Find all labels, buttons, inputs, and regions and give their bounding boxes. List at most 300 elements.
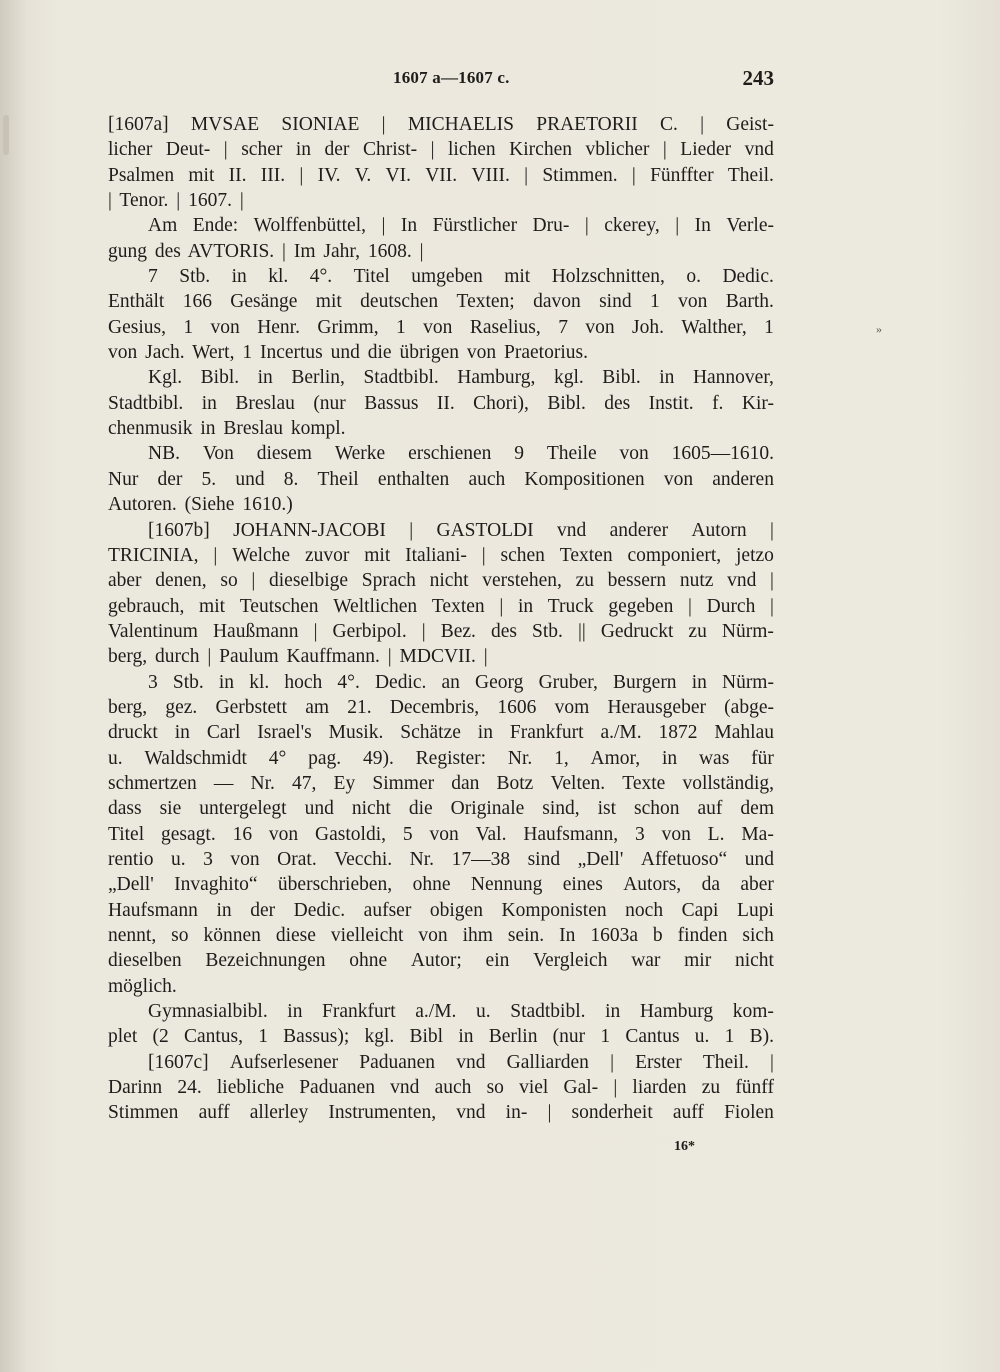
word: Stadtbibl.: [108, 392, 184, 414]
word: enthalten: [377, 468, 450, 490]
word: Teutschen: [239, 595, 319, 617]
word: vblicher: [585, 139, 650, 161]
word: von: [619, 443, 649, 465]
word: u.: [108, 747, 123, 769]
word: Am: [148, 215, 178, 237]
word: Stadtbibl.: [363, 367, 439, 389]
word: Dedic.: [374, 671, 427, 693]
word: Gruber,: [538, 671, 598, 693]
word: Sprach: [361, 570, 416, 592]
word: plet: [108, 1026, 138, 1048]
word: überschrieben,: [277, 874, 393, 896]
word: |: [770, 595, 774, 617]
word: mit: [315, 291, 342, 313]
word: Durch: [706, 595, 756, 617]
word: Nennung: [470, 874, 543, 896]
word: Aufserlesener: [229, 1051, 339, 1073]
text-line: [108, 1075, 774, 1100]
word: 9: [514, 443, 525, 465]
word: Kirchen: [509, 139, 572, 161]
word: 3: [634, 823, 645, 845]
word: von: [268, 823, 299, 845]
word: Gerbstett: [215, 696, 287, 718]
text-line: [108, 923, 774, 948]
word: 1: [183, 316, 194, 338]
word: können: [203, 925, 261, 946]
word: und: [304, 798, 334, 820]
word: Bez.: [440, 620, 476, 642]
word: 1606: [497, 696, 537, 718]
word: viel: [519, 1077, 549, 1099]
word: Von: [202, 443, 234, 465]
word: Hamburg: [639, 1001, 714, 1023]
line-text: möglich.: [108, 975, 177, 997]
word: kgl.: [364, 1026, 395, 1048]
word: Enthält: [108, 291, 165, 313]
word: |: [251, 570, 256, 592]
word: |: [662, 139, 667, 161]
word: so: [171, 925, 189, 946]
word: Bassus);: [283, 1026, 350, 1048]
word: In: [694, 215, 711, 237]
word: anderen: [712, 468, 774, 490]
word: |: [381, 215, 386, 237]
word: scher: [241, 139, 283, 161]
word: Komponisten: [501, 899, 607, 921]
word: in: [231, 266, 247, 288]
word: vom: [554, 696, 590, 718]
word: Burgern: [613, 671, 677, 693]
word: GASTOLDI: [436, 519, 534, 541]
word: Welche: [232, 544, 291, 566]
text-line: [108, 644, 774, 669]
word: Autor;: [410, 950, 462, 972]
word: vnd: [557, 519, 587, 541]
word: sie: [159, 798, 182, 820]
word: Autors,: [623, 874, 682, 896]
word: vnd: [456, 1051, 486, 1073]
word: |: [610, 1051, 614, 1073]
word: Georg: [475, 671, 524, 693]
word: vollständig,: [682, 772, 774, 794]
word: hoch: [284, 671, 323, 693]
word: Werke: [334, 443, 386, 465]
word: [1607a]: [108, 114, 169, 135]
word: Stimmen: [108, 1102, 179, 1124]
text-line: [108, 796, 774, 821]
word: In: [400, 215, 418, 237]
word: Stb.: [179, 266, 211, 288]
word: in: [287, 1001, 303, 1023]
word: Bibl.: [602, 367, 641, 389]
word: Kir-: [741, 392, 774, 414]
word: |: [524, 164, 529, 186]
word: auch: [434, 1077, 472, 1099]
word: dan: [451, 772, 480, 794]
word: VI.: [385, 164, 411, 186]
word: Ey: [333, 772, 356, 794]
word: Gal-: [563, 1077, 599, 1099]
word: Stb.: [532, 620, 563, 642]
word: 1: [764, 316, 774, 338]
word: b: [652, 925, 663, 946]
word: III.: [260, 164, 286, 186]
word: der: [250, 899, 276, 921]
word: Lupi: [737, 899, 774, 921]
word: Decembris,: [389, 696, 480, 718]
page-number: 243: [742, 66, 774, 90]
word: davon: [533, 291, 581, 313]
word: Fürstlicher: [432, 215, 518, 237]
word: 1: [258, 1026, 268, 1048]
word: gez.: [165, 696, 198, 718]
word: ||: [577, 620, 586, 642]
word: 1: [649, 291, 660, 313]
word: von: [661, 823, 691, 845]
word: vielleicht: [330, 925, 404, 946]
word: |: [770, 570, 774, 592]
word: |: [409, 519, 414, 541]
word: auff: [198, 1102, 230, 1124]
word: 16: [232, 823, 253, 845]
word: In: [559, 925, 576, 946]
word: dieselbige: [269, 570, 349, 592]
word: von: [230, 848, 260, 870]
word: der: [157, 468, 183, 490]
word: mit: [188, 164, 215, 186]
word: aber: [108, 570, 142, 592]
text-line: [108, 416, 774, 441]
text-line: [108, 720, 774, 745]
word: kl.: [249, 671, 270, 693]
word: Autorn: [691, 519, 747, 541]
text-line: [108, 822, 774, 847]
word: schmertzen: [108, 772, 197, 794]
word: Dru-: [532, 215, 570, 237]
word: Capi: [681, 899, 719, 921]
text-line: [108, 518, 774, 543]
word: sonderheit: [571, 1102, 653, 1124]
word: und: [235, 468, 265, 490]
word: Ende:: [192, 215, 239, 237]
word: Haufsmann: [108, 899, 198, 921]
word: ohne: [412, 874, 451, 896]
word: Theile: [546, 443, 597, 465]
word: diesem: [256, 443, 312, 465]
word: sind,: [542, 798, 580, 820]
word: sein.: [507, 925, 545, 946]
word: Theil.: [702, 1051, 749, 1073]
text-line: [108, 163, 774, 188]
word: Val.: [475, 823, 507, 845]
word: |: [381, 114, 386, 135]
word: Frankfurt: [322, 1001, 396, 1023]
word: Holzschnitten,: [551, 266, 665, 288]
word: (2: [152, 1026, 169, 1048]
word: 7: [558, 316, 568, 338]
word: Vergleich: [533, 950, 608, 972]
word: NB.: [148, 443, 180, 465]
word: |: [700, 114, 705, 135]
word: auf: [697, 798, 723, 820]
word: in: [174, 722, 190, 744]
word: VIII.: [471, 164, 510, 186]
word: Geist-: [726, 114, 774, 135]
word: Stb.: [172, 671, 204, 693]
word: Texten: [559, 544, 613, 566]
word: Texte: [622, 772, 666, 794]
word: Breslau: [235, 392, 295, 414]
word: liebliche: [216, 1077, 285, 1099]
word: deutschen: [360, 291, 439, 313]
word: Deut-: [165, 139, 211, 161]
word: allerley: [249, 1102, 309, 1124]
word: Texten;: [456, 291, 515, 313]
word: in: [295, 139, 312, 161]
word: |: [430, 139, 435, 161]
word: o.: [686, 266, 701, 288]
word: Carl: [206, 722, 241, 744]
word: kl.: [268, 266, 289, 288]
word: sind: [527, 848, 561, 870]
word: —: [213, 772, 234, 794]
word: V.: [354, 164, 372, 186]
word: von: [678, 291, 708, 313]
word: Raselius,: [469, 316, 541, 338]
word: Haußmann: [212, 620, 299, 642]
word: II.: [436, 392, 455, 414]
line-text: gung des AVTORIS. | Im Jahr, 1608. |: [108, 240, 424, 262]
word: obigen: [429, 899, 483, 921]
text-line: [108, 467, 774, 492]
word: 1603a: [590, 925, 638, 946]
word: Italiani-: [405, 544, 467, 566]
word: Velten.: [550, 772, 606, 794]
text-line: [108, 847, 774, 872]
word: umgeben: [411, 266, 483, 288]
binding-shadow: [3, 115, 9, 155]
word: mir: [684, 950, 712, 972]
word: diese: [275, 925, 316, 946]
word: ckerey,: [604, 215, 660, 237]
word: von: [210, 316, 240, 338]
word: zu: [688, 620, 707, 642]
word: in: [659, 367, 675, 389]
text-line: [108, 391, 774, 416]
text-line: [108, 1024, 774, 1049]
word: Galliarden: [506, 1051, 589, 1073]
word: Gymnasialbibl.: [148, 1001, 268, 1023]
word: 4°.: [337, 671, 360, 693]
word: 8.: [283, 468, 299, 490]
word: (abge-: [724, 696, 774, 718]
word: PRAETORII: [536, 114, 638, 135]
text-line: [108, 872, 774, 897]
word: ein: [485, 950, 510, 972]
word: Joh.: [632, 316, 664, 338]
word: in: [458, 1026, 474, 1048]
word: Henr.: [257, 316, 300, 338]
word: Dedic.: [722, 266, 774, 288]
word: Israel's: [257, 722, 312, 744]
word: 1,: [554, 747, 569, 769]
word: Musik.: [328, 722, 384, 744]
word: Kgl.: [148, 367, 183, 389]
word: 21.: [347, 696, 372, 718]
word: zu: [701, 1077, 721, 1099]
word: mit: [504, 266, 531, 288]
running-head: [108, 66, 774, 96]
word: Darinn: [108, 1077, 163, 1099]
word: Nur: [108, 468, 139, 490]
word: u.: [476, 1001, 491, 1023]
word: II.: [228, 164, 247, 186]
word: |: [213, 544, 218, 566]
word: Gesänge: [230, 291, 298, 313]
text-line: [108, 898, 774, 923]
word: Weltlichen: [333, 595, 418, 617]
word: u.: [171, 848, 186, 870]
text-line: [108, 365, 774, 390]
word: 4°: [268, 747, 287, 769]
word: in: [257, 367, 273, 389]
text-line: [108, 492, 774, 517]
word: Nürm-: [721, 620, 774, 642]
word: Stimmen.: [542, 164, 618, 186]
word: Mahlau: [714, 722, 774, 744]
word: bessern: [607, 570, 667, 592]
word: Nr.: [250, 772, 275, 794]
word: Orat.: [277, 848, 317, 870]
word: auff: [672, 1102, 704, 1124]
word: TRICINIA,: [108, 544, 199, 566]
word: zuvor: [304, 544, 350, 566]
word: am: [305, 696, 330, 718]
word: vnd: [727, 570, 757, 592]
margin-mark: »: [876, 322, 882, 336]
word: Amor,: [590, 747, 641, 769]
word: ohne: [349, 950, 388, 972]
word: Nr.: [507, 747, 533, 769]
word: Cantus: [625, 1026, 680, 1048]
word: Berlin,: [291, 367, 345, 389]
word: anderer: [609, 519, 669, 541]
word: componiert,: [627, 544, 722, 566]
word: 1: [724, 1026, 735, 1048]
word: Vecchi.: [334, 848, 393, 870]
word: a./M.: [415, 1001, 457, 1023]
word: zu: [575, 570, 594, 592]
word: in-: [505, 1102, 528, 1124]
word: |: [499, 595, 504, 617]
word: Nürm-: [721, 671, 774, 693]
text-line: [108, 746, 774, 771]
word: mit: [364, 544, 391, 566]
word: Paduanen: [359, 1051, 436, 1073]
text-line: [108, 1050, 774, 1075]
word: nennt,: [108, 925, 157, 946]
text-line: [108, 315, 774, 340]
word: 17—38: [451, 848, 511, 870]
word: Gerbipol.: [332, 620, 407, 642]
word: Berlin: [488, 1026, 538, 1048]
word: sind: [599, 291, 632, 313]
word: |: [299, 164, 304, 186]
word: und: [744, 848, 774, 870]
word: an: [441, 671, 460, 693]
word: ihm: [462, 925, 493, 946]
text-line: [108, 441, 774, 466]
word: dieselben: [108, 950, 182, 972]
word: rentio: [108, 848, 154, 870]
word: Stadtbibl.: [510, 1001, 586, 1023]
text-line: [108, 289, 774, 314]
text-line: [108, 239, 774, 264]
word: 7: [148, 266, 158, 288]
word: mit: [199, 595, 226, 617]
word: Texten: [431, 595, 485, 617]
word: kgl.: [553, 367, 584, 389]
line-text: | Tenor. | 1607. |: [108, 190, 244, 212]
word: noch: [625, 899, 664, 921]
word: was: [698, 747, 730, 769]
word: (nur: [313, 392, 346, 414]
word: finden: [677, 925, 728, 946]
word: Wolffenbüttel,: [253, 215, 367, 237]
word: f.: [712, 392, 724, 414]
word: Bassus: [364, 392, 419, 414]
text-line: [108, 999, 774, 1024]
word: nicht: [429, 570, 469, 592]
word: Kompositionen: [524, 468, 645, 490]
word: ist: [597, 798, 617, 820]
word: |: [688, 595, 692, 617]
word: von: [663, 468, 694, 490]
word: Gesius,: [108, 316, 166, 338]
word: Walther,: [681, 316, 747, 338]
word: C.: [659, 114, 678, 135]
word: in: [216, 899, 232, 921]
word: Chori),: [473, 392, 529, 414]
word: liarden: [632, 1077, 687, 1099]
word: schen: [500, 544, 545, 566]
word: des: [604, 392, 631, 414]
word: Bibl.: [547, 392, 586, 414]
word: „Dell': [577, 848, 624, 870]
word: lichen: [448, 139, 496, 161]
word: nicht: [351, 798, 391, 820]
text-line: [108, 568, 774, 593]
word: Theil: [317, 468, 359, 490]
text-line: [108, 771, 774, 796]
word: 3: [203, 848, 213, 870]
word: verstehen,: [482, 570, 562, 592]
word: so: [220, 570, 238, 592]
word: L.: [707, 823, 725, 845]
text-line: [108, 619, 774, 644]
word: 5.: [201, 468, 217, 490]
word: des: [490, 620, 517, 642]
word: denen,: [155, 570, 207, 592]
word: in: [477, 722, 493, 744]
word: 1605—1610.: [671, 443, 774, 465]
word: die: [408, 798, 433, 820]
word: Truck: [547, 595, 594, 617]
line-text: berg, durch | Paulum Kauffmann. | MDCVII. |: [108, 646, 488, 668]
word: gegeben: [608, 595, 674, 617]
word: [1607b]: [148, 519, 210, 541]
word: Invaghito“: [174, 874, 258, 896]
